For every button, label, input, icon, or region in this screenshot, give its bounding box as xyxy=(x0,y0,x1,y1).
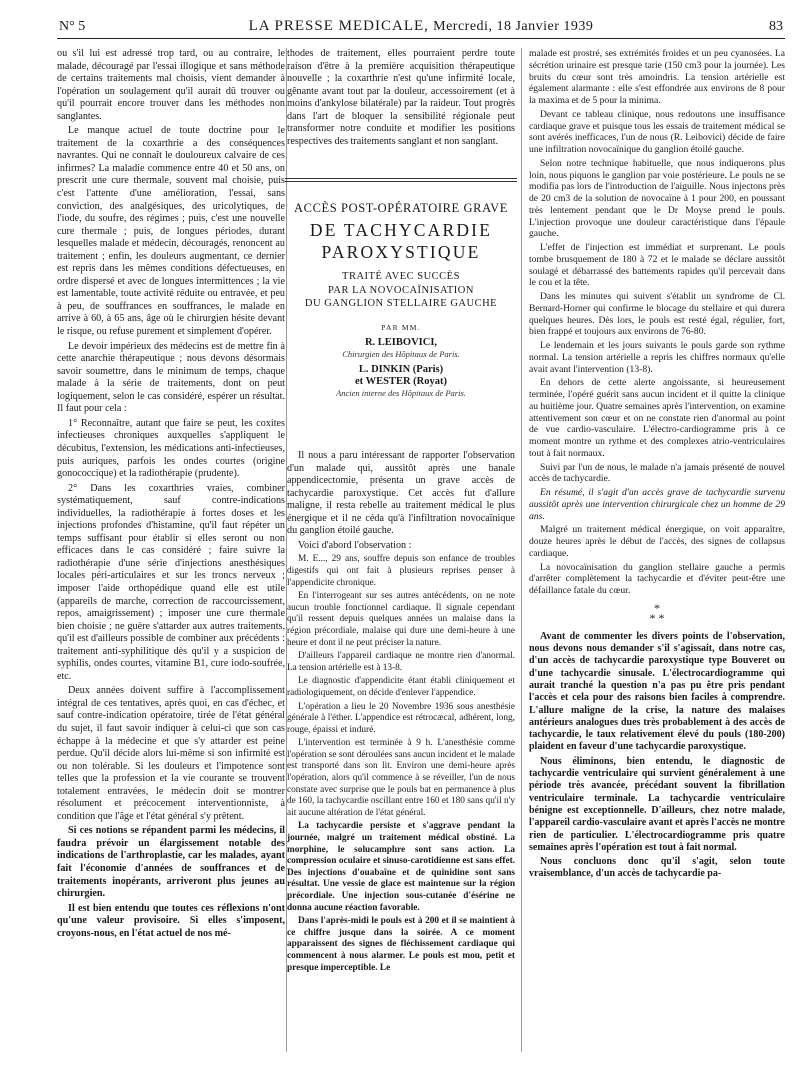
paragraph: En l'interrogeant sur ses autres antécédents, on ne note aucun trouble fonctionnel cardiaque. Il signale cependant qu'il ressent depuis quelques années un malaise dans la région précordiale, malaise qui dure une demi-heure à une heure et dont il ne peut préciser la nature. xyxy=(287,591,515,648)
paragraph: 1° Reconnaître, autant que faire se peut, les coxites infectieuses chroniques auxquelles s'appliquent le décubitus, l'extension, les médications anti-infectieuses, puis auriques, parfois les ondes courtes (origine gonococcique) et la radiothérapie (prudente). xyxy=(57,417,285,480)
journal-title: LA PRESSE MEDICALE, xyxy=(248,18,429,34)
paragraph: Dans les minutes qui suivent s'établit un syndrome de Cl. Bernard-Horner qui confirme le blocage du stellaire et qui durera quelques heures. Dès lors, le pouls est resté égal, régulier, fort, bien frappé et toujours aux environs de 76-80. xyxy=(529,291,785,338)
paragraph: Dans l'après-midi le pouls est à 200 et il se maintient à ce chiffre jusque dans la soirée. A ce moment apparaissent des signes de fléchissement cardiaque qui commencent à nous alarmer. Le pouls est mou, petit et presque imperceptible. Le xyxy=(287,916,515,973)
paragraph: Nous concluons donc qu'il s'agit, selon toute vraisemblance, d'un accès de tachycardie pa- xyxy=(529,856,785,880)
paragraph: L'effet de l'injection est immédiat et surprenant. Le pouls tombe brusquement de 180 à 72 et le malade se déclare aussitôt soulagé et débarrassé des battements rapides qu'il percevait dans le cou et la tête. xyxy=(529,242,785,289)
issue-date: Mercredi, 18 Janvier 1939 xyxy=(433,19,594,34)
byline-par: PAR MM. xyxy=(381,322,421,332)
article-title-line: PAROXYSTIQUE xyxy=(321,242,481,262)
paragraph: Le devoir impérieux des médecins est de mettre fin à cette anarchie thérapeutique ; nous devons désormais savoir soumettre, dans le minimum de temps, chaque malade à la série de traitements, dont on peut logiquement, selon le cas considéré, espérer un résultat. Il faut pour cela : xyxy=(57,340,285,415)
paragraph: En dehors de cette alerte angoissante, si heureusement terminée, l'opéré guérit sans aucun incident et il quitte la clinique au huitième jour. Quatre semaines après l'intervention, on examine attentivement son cœur et on ne constate rien d'anormal au point de vue cardio-vasculaire. L'électro-cardiogramme pris à ce moment montre un rythme et des complexes atrio-ventriculaires tout à fait normaux. xyxy=(529,377,785,459)
paragraph: L'opération a lieu le 20 Novembre 1936 sous anesthésie générale à l'éther. L'appendice est rétrocæcal, adhérent, long, rouge, épaissi et induré. xyxy=(287,701,515,735)
paragraph: Suivi par l'un de nous, le malade n'a jamais présenté de nouvel accès de tachycardie. xyxy=(529,461,785,485)
paragraph: Le diagnostic d'appendicite étant établi cliniquement et radiologiquement, on décide d'enlever l'appendice. xyxy=(287,676,515,698)
masthead xyxy=(57,18,785,35)
paragraph: Selon notre technique habituelle, que nous indiquerons plus loin, nous piquons le ganglion par voie postérieure. Le pouls ne se modifia pas lors de l'introduction de l'aiguille. Nous injectons près de 20 cm3 de la solution de novocaïne à 1 pour 200, en poussant très lentement pendant que le Dr Moyse prend le pouls. L'injection provoque une douleur caractéristique dans l'épaule gauche. xyxy=(529,157,785,240)
author: et WESTER (Royat) xyxy=(355,375,447,387)
column-2-top xyxy=(287,48,515,150)
column-2-body xyxy=(287,450,515,976)
paragraph: Devant ce tableau clinique, nous redoutons une insuffisance cardiaque grave et puisque tous les essais de traitement médical se sont avérés inefficaces, l'un de nous (R. Leibovici) décide de faire une infiltration novocaïnique du ganglion étoilé gauche. xyxy=(529,108,785,155)
page-number: 83 xyxy=(769,19,783,34)
paragraph: Si ces notions se répandent parmi les médecins, il faudra prévoir un élargissement notable des indications de l'arthroplastie, car les malades, ayant fait l'économie d'années de souffrances et de traitements inopérants, arriveront plus jeunes au chirurgien. xyxy=(57,825,285,900)
star-glyph: * xyxy=(654,600,660,615)
paragraph: Le lendemain et les jours suivants le pouls garde son rythme normal. La tension artérielle a repris les chiffres normaux qu'elle avait avant l'intervention (13-8). xyxy=(529,340,785,375)
article-subtitle-line: DU GANGLION STELLAIRE GAUCHE xyxy=(304,298,498,309)
paragraph: ou s'il lui est adressé trop tard, ou au contraire, le malade, découragé par l'essai illogique et sans méthode de certains traitements mal choisis, vient demander à l'opération un soulagement qu'il aurait dû trouver ou qu'il pourrait encore trouver dans les méthodes non sanglantes. xyxy=(57,48,285,122)
paragraph: Nous éliminons, bien entendu, le diagnostic de tachycardie ventriculaire qui survient généralement à une période très avancée, précédant souvent la fibrillation ventriculaire terminale. La tachycardie ventriculaire bénigne est exceptionnelle. D'ailleurs, chez notre malade, l'appareil cardio-vasculaire avant et après l'accès ne montre rien de particulier. L'électrocardiogramme pris quatre semaines après l'opération est tout à fait normal. xyxy=(529,755,785,853)
paragraph: Le manque actuel de toute doctrine pour le traitement de la coxarthrie a des conséquences navrantes. Qui ne connaît le douloureux calvaire de ces infirmes? La maladie commence entre 40 et 50 ans, on prescrit une cure thermale, souvent mal choisie, puis c'est l'attente d'une amélioration, l'essai, sans conviction, des analgésiques, des uricolytiques, de l'iode, du soufre, des régimes ; puis, c'est une nouvelle cure thermale ; puis, de longues périodes, durant lesquelles malade et médecin, découragés, renoncent au traitement ; enfin, les douleurs augmentant, ce dernier est repris dans les mêmes conditions défectueuses, en ordre dispersé et avec de longues intermittences ; la vie est lamentable, toute activité réduite ou entravée, et peu à peu, de souffrances en souffrances, le malade en arrive à 60, à 65 ans, âge où le chirurgien hésite devant le risque, ou refuse purement et simplement d'opérer. xyxy=(57,125,285,338)
author: L. DINKIN (Paris) xyxy=(358,363,444,375)
paragraph: D'ailleurs l'appareil cardiaque ne montre rien d'anormal. La tension artérielle est à 13-8. xyxy=(287,651,515,673)
paragraph: En résumé, il s'agit d'un accès grave de tachycardie survenu aussitôt après une intervention chirurgicale chez un homme de 29 ans. xyxy=(529,487,785,522)
paragraph: thodes de traitement, elles pourraient perdre toute raison d'être à la première acquisition thérapeutique nouvelle ; la coxarthrie n'est qu'une infirmité locale, gênante avant tout par la douleur, accessoirement (et à moins d'ankylose bilatérale) par la raideur. Tout progrès dans l'art de bloquer la sensibilité régionale peut transformer notre conduite et modifier les positions respectives des traitements sanglant et non sanglant. xyxy=(287,48,515,147)
issue-number: N° 5 xyxy=(59,19,86,34)
page-header xyxy=(57,18,785,39)
paragraph: L'intervention est terminée à 9 h. L'anesthésie comme l'opération se sont déroulées sans aucun incident et le malade est transporté dans son lit. Environ une demi-heure après l'opération, alors qu'il commence à se réveiller, l'un de nous constate avec surprise que le pouls bat en permanence à plus de 160, la tachycardie oscillant entre 160 et 180 sans qu'il n'y ait aucune altération de l'état général. xyxy=(287,738,515,818)
paragraph: La novocaïnisation du ganglion stellaire gauche a permis d'arrêter complètement la tachycardie et d'éviter peut-être une défaillance fatale du cœur. xyxy=(529,561,785,596)
article-title-line: ACCÈS POST-OPÉRATOIRE GRAVE xyxy=(294,201,508,215)
article-separator xyxy=(285,178,517,179)
article-separator xyxy=(285,181,517,182)
paragraph: M. E..., 29 ans, souffre depuis son enfance de troubles digestifs qui ont fait à plusieurs reprises penser à l'appendicite chronique. xyxy=(287,554,515,588)
column-3 xyxy=(529,48,785,883)
paragraph: malade est prostré, ses extrémités froides et un peu cyanosées. La sécrétion urinaire est presque tarie (150 cm3 pour la journée). Les bruits du cœur sont très amoindris. La tension artérielle est également alarmante : elle s'est effondrée aux environs de 8 pour la maxima et de 5 pour la minima. xyxy=(529,48,785,106)
paragraph: Il nous a paru intéressant de rapporter l'observation d'un malade qui, aussitôt après une banale appendicectomie, présenta un grave accès de tachycardie paroxystique. Cet accès fut d'allure maligne, il resta rebelle au traitement médical le plus énergique et il ne céda qu'à l'infiltration novocaïnique du ganglion étoilé gauche. xyxy=(287,450,515,537)
author-affiliation: Ancien interne des Hôpitaux de Paris. xyxy=(336,387,466,398)
section-stars xyxy=(529,600,785,625)
paragraph: La tachycardie persiste et s'aggrave pendant la journée, malgré un traitement médical obstiné. La morphine, le solucamphre sont sans action. La compression oculaire et sinuso-carotidienne est sans effet. Des injections d'ouabaïne et de quinidine sont sans résultat. Une vessie de glace est maintenue sur la région précordiale. Une injection sous-cutanée d'ésérine ne donna aucune réaction favorable. xyxy=(287,821,515,913)
paragraph: 2° Dans les coxarthries vraies, combiner systématiquement, sauf contre-indications individuelles, la radiothérapie à fortes doses et les injections profondes d'histamine, qu'il faut répéter un temps suffisant pour établir si elles seront ou non efficaces dans le cas considéré ; faire suivre la radiothérapie d'une série d'injections anesthésiques locales péri-articulaires et sur les troncs nerveux ; imposer l'aide orthopédique quand elle est utile (appareils de marche, correction de raccourcissement, repos, amaigrissement) ; imposer une cure thermale bien choisie ; ne guère s'attarder aux autres traitements, qu'il est d'ailleurs possible de combiner aux précédents : traitement anti-syphilitique dès qu'il y a suspicion de syphilis, ondes courtes, vitamine B1, cure iodo-soufrée, etc. xyxy=(57,482,285,682)
star-glyph: * * xyxy=(649,610,665,625)
column-divider xyxy=(521,48,522,1052)
paragraph: Il est bien entendu que toutes ces réflexions n'ont qu'une valeur provisoire. Si elles s'imposent, croyons-nous, en l'état actuel de nos mé- xyxy=(57,902,285,939)
paragraph: Malgré un traitement médical énergique, on voit apparaître, douze heures après le début de l'accès, des signes de collapsus cardiaque. xyxy=(529,524,785,559)
column-1 xyxy=(57,48,285,942)
article-title-line: DE TACHYCARDIE xyxy=(309,220,493,240)
author: R. LEIBOVICI, xyxy=(364,336,438,348)
article-title-block xyxy=(287,200,515,398)
author-affiliation: Chirurgien des Hôpitaux de Paris. xyxy=(342,348,460,359)
article-subtitle-line: TRAITÉ AVEC SUCCÈS xyxy=(342,271,460,282)
article-subtitle-line: PAR LA NOVOCAÏNISATION xyxy=(328,284,474,296)
paragraph: Avant de commenter les divers points de l'observation, nous devons nous demander s'il s'agissait, dans notre cas, d'un accès de tachycardie paroxystique type Bouveret ou d'une tachycardie sinusale. L'électrocardiogramme qui aurait tranché la question n'a pas pu être pris pendant l'accès et cela pour des raisons bien faciles à comprendre. L'allure maligne de la crise, la nature des malaises antérieurs analogues dues très probablement à des accès de tachycardie, le taux relativement élevé du pouls (180-200) plaident en faveur d'une tachycardie paroxystique. xyxy=(529,630,785,753)
paragraph: Voici d'abord l'observation : xyxy=(298,539,412,551)
paragraph: Deux années doivent suffire à l'accomplissement intégral de ces tentatives, après quoi, en cas d'échec, et sauf contre-indication opératoire, tirée de l'état général du sujet, il faut savoir indiquer à celui-ci que son cas échappe à la médecine et que s'y attarder est peine perdue. Qu'il décide alors lui-même si son infirmité est ou non tolérable. Si les douleurs et l'impotence sont telles que la profession et la vie courante se trouvent totalement entravées, le médecin doit se montrer résolument et précocement interventionniste, à condition que l'âge et l'état général s'y prêtent. xyxy=(57,685,285,822)
